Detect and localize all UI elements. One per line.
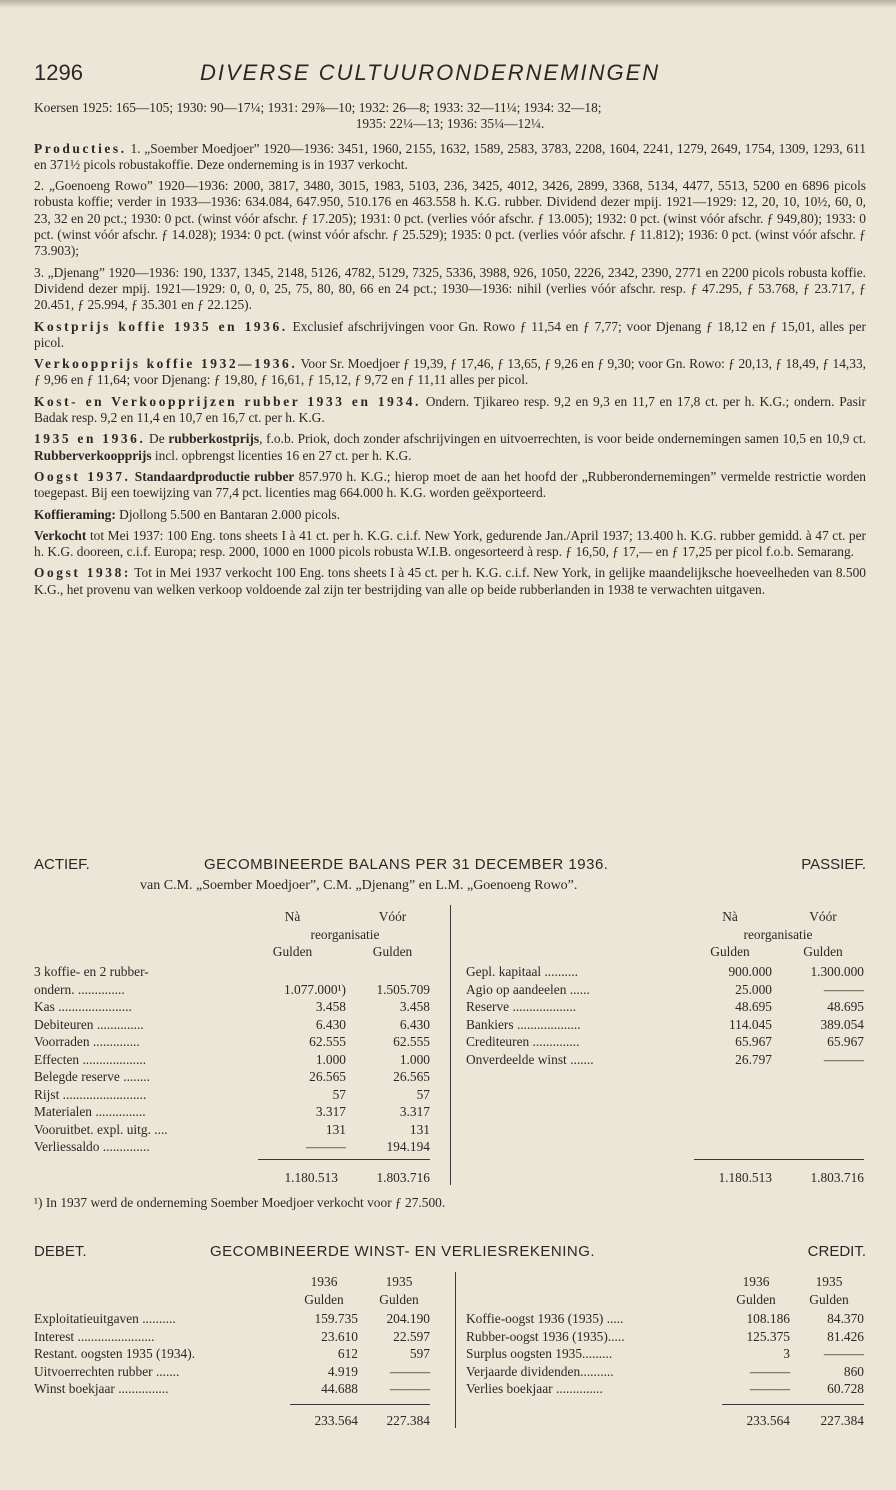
passief-value-voor: 389.054: [820, 1016, 864, 1032]
rubber-1935-text-3: incl. opbrengst licenties 16 en 27 ct. per h. K.G.: [151, 447, 412, 463]
credit-value-a: 125.375: [746, 1328, 790, 1344]
verkoopprijs-heading: Verkoopprijs koffie 1932—1936.: [34, 356, 298, 372]
passief-label: Gepl. kapitaal ..........: [466, 964, 578, 979]
debet-column-headers: [290, 1273, 440, 1308]
debet-row: [34, 1380, 434, 1398]
verkoopprijs-text: Voor Sr. Moedjoer ƒ 19,39, ƒ 17,46, ƒ 13,65, ƒ 9,26 en ƒ 9,30; voor Gn. Rowo: ƒ 20,13, ƒ 18,49, ƒ 14,33, ƒ 9,96 en ƒ 11,64; voor Djenang: ƒ 19,80, ƒ 16,61, ƒ 15,12, ƒ 9,72 en ƒ 11,11 alles per picol.: [34, 356, 866, 388]
actief-value-na: 3.458: [315, 999, 346, 1014]
debet-label: DEBET.: [34, 1243, 87, 1260]
actief-label: ACTIEF.: [34, 856, 90, 873]
debet-value-b: 597: [409, 1346, 430, 1361]
rubber-1935-heading: 1935 en 1936.: [34, 431, 146, 447]
actief-table: [34, 963, 434, 1156]
credit-row: [466, 1310, 866, 1328]
col-voor: Vóór: [809, 909, 837, 924]
credit-label: Verjaarde dividenden..........: [466, 1363, 614, 1379]
oogst-1937-heading: Oogst 1937.: [34, 468, 131, 484]
col-gulden-1936: Gulden: [304, 1291, 344, 1307]
balans-subtitle: van C.M. „Soember Moedjoer”, C.M. „Djenang” en L.M. „Goenoeng Rowo”.: [140, 878, 578, 893]
passief-row: [466, 1016, 866, 1034]
actief-value-na: 6.430: [315, 1016, 346, 1032]
debet-label: Restant. oogsten 1935 (1934).: [34, 1346, 196, 1361]
col-gulden-voor: Gulden: [803, 944, 843, 959]
oogst-1937-text: 857.970 h. K.G.; hierop moet de aan het hoofd der „Rubberondernemingen” vermelde restrictie worden toegepast. Bij een toewijzing van 77,4 pct. licenties mag 664.000 h. K.G. worden geëxporteerd.: [34, 468, 866, 501]
producties-heading: Producties.: [34, 140, 127, 156]
passief-value-voor: 65.967: [827, 1034, 864, 1049]
col-1935: 1935: [815, 1274, 843, 1289]
col-voor: Vóór: [378, 909, 407, 924]
rubberkostprijs-term: rubberkostprijs: [168, 431, 260, 447]
passief-totals: [466, 1169, 866, 1187]
koffieraming-heading: Koffieraming:: [34, 506, 116, 522]
passief-value-na: 65.967: [735, 1034, 772, 1049]
debet-label: Interest .......................: [34, 1328, 155, 1344]
actief-label: Vooruitbet. expl. uitg. ....: [34, 1121, 168, 1137]
actief-label: Rijst .........................: [34, 1086, 147, 1102]
credit-row: [466, 1345, 866, 1363]
col-na: Nà: [722, 909, 738, 924]
actief-label: Kas ......................: [34, 999, 132, 1014]
actief-row: [34, 998, 434, 1016]
credit-value-b: 81.426: [827, 1328, 864, 1344]
passief-row: [466, 1051, 866, 1069]
debet-row: [34, 1363, 434, 1381]
debet-sum-line: [290, 1404, 430, 1405]
passief-value-na: 900.000: [728, 964, 772, 979]
passief-row: [466, 963, 866, 981]
debet-row: [34, 1310, 434, 1328]
passief-label: Agio op aandeelen ......: [466, 981, 590, 997]
debet-value-a: 44.688: [321, 1381, 358, 1396]
verkocht-paragraph: [34, 528, 866, 561]
actief-row: [34, 1033, 434, 1051]
passief-column-headers: [690, 908, 866, 961]
credit-total-1936: 233.564: [746, 1413, 790, 1428]
rubber-1935-text-1: De: [145, 431, 169, 447]
credit-row: [466, 1380, 866, 1398]
passief-sum-line: [694, 1159, 864, 1160]
kostverkoop-heading: Kost- en Verkoopprijzen rubber 1933 en 1934.: [34, 393, 421, 409]
actief-row: [34, 1086, 434, 1104]
passief-label: PASSIEF.: [801, 856, 866, 873]
actief-row: [34, 1051, 434, 1069]
actief-totals: [34, 1169, 434, 1187]
credit-label: Rubber-oogst 1936 (1935).....: [466, 1328, 625, 1344]
credit-value-b: ———: [823, 1346, 864, 1361]
debet-label: Winst boekjaar ...............: [34, 1381, 169, 1396]
passief-row: [466, 1033, 866, 1051]
credit-totals: [466, 1412, 866, 1430]
actief-row: [34, 1103, 434, 1121]
kostverkoop-text: Ondern. Tjikareo resp. 9,2 en 9,3 en 11,7 en 17,8 ct. per h. K.G.; ondern. Pasir Badak resp. 9,2 en 11,4 en 10,7 en 16,7 ct. per h. K.G.: [34, 393, 866, 426]
credit-label: Koffie-oogst 1936 (1935) .....: [466, 1311, 624, 1326]
actief-label: Belegde reserve ........: [34, 1069, 151, 1084]
actief-value-voor: 62.555: [393, 1034, 430, 1049]
actief-total-voor: 1.803.716: [376, 1170, 430, 1185]
passief-value-na: 48.695: [735, 999, 772, 1014]
col-reorganisatie: reorganisatie: [310, 926, 380, 942]
kostprijs-heading: Kostprijs koffie 1935 en 1936.: [34, 318, 288, 334]
passief-value-na: 26.797: [735, 1051, 772, 1067]
oogst-1937-paragraph: [34, 469, 866, 502]
actief-label: 3 koffie- en 2 rubber-: [34, 964, 149, 979]
credit-column-headers: [722, 1273, 872, 1308]
debet-value-b: ———: [389, 1381, 430, 1396]
col-gulden-na: Gulden: [710, 944, 750, 959]
actief-label: Debiteuren ..............: [34, 1016, 144, 1032]
oogst-1938-heading: Oogst 1938:: [34, 565, 131, 581]
actief-total-na: 1.180.513: [284, 1170, 338, 1185]
credit-value-a: ———: [749, 1381, 790, 1396]
debet-value-a: 159.735: [314, 1311, 358, 1326]
rubberverkoopprijs-term: Rubberverkoopprijs: [34, 447, 152, 463]
actief-row: [34, 963, 434, 981]
col-gulden-1935: Gulden: [379, 1291, 419, 1307]
debet-value-b: 204.190: [386, 1311, 430, 1326]
debet-value-a: 4.919: [327, 1363, 358, 1379]
producties-1: [34, 141, 866, 174]
koersen-line-1: Koersen 1925: 165—105; 1930: 90—17¼; 1931: 29⅞—10; 1932: 26—8; 1933: 32—11¼; 1934: 32—18;: [34, 100, 602, 115]
actief-value-voor: 26.565: [393, 1069, 430, 1084]
passief-total-voor: 1.803.716: [810, 1170, 864, 1185]
debet-value-a: 23.610: [321, 1328, 358, 1344]
actief-column-headers: [250, 908, 440, 961]
col-na: Nà: [284, 909, 301, 924]
actief-label: Voorraden ..............: [34, 1034, 140, 1049]
actief-value-na: 62.555: [309, 1034, 346, 1049]
passief-value-voor: 1.300.000: [810, 964, 864, 979]
actief-label: ondern. ..............: [34, 981, 125, 997]
koersen-line-2: 1935: 22¼—13; 1936: 35¼—12¼.: [355, 116, 545, 132]
actief-value-voor: 1.505.709: [376, 981, 430, 997]
col-reorganisatie: reorganisatie: [743, 926, 813, 942]
actief-sum-line: [258, 1159, 430, 1160]
debet-label: Uitvoerrechten rubber .......: [34, 1363, 180, 1379]
col-gulden-na: Gulden: [272, 944, 313, 959]
passief-row: [466, 998, 866, 1016]
actief-value-na: 1.077.000¹): [283, 981, 346, 997]
actief-value-na: 3.317: [315, 1104, 346, 1119]
producties-3: 3. „Djenang” 1920—1936: 190, 1337, 1345, 2148, 5126, 4782, 5129, 7325, 5336, 3988, 926, 1050, 2226, 2342, 2390, 2771 en 2200 picols robusta koffie. Dividend dezer mpij. 1921—1929: 0, 0, 0, 25, 75, 80, 80, 66 en 24 pct.; 1930—1936: nihil (verlies vóór afschr. resp. ƒ 47.295, ƒ 53.768, ƒ 23.717, ƒ 20.451, ƒ 25.994, ƒ 35.301 en ƒ 22.125).: [34, 264, 866, 313]
rubber-1935-paragraph: [34, 431, 866, 464]
debet-total-1935: 227.384: [386, 1413, 430, 1428]
credit-label: Surplus oogsten 1935.........: [466, 1346, 613, 1361]
body-text: [34, 100, 866, 603]
balans-footnote: ¹) In 1937 werd de onderneming Soember Moedjoer verkocht voor ƒ 27.500.: [34, 1195, 446, 1210]
col-1936: 1936: [310, 1274, 338, 1289]
col-1936: 1936: [742, 1274, 770, 1289]
actief-value-na: 57: [332, 1086, 346, 1102]
credit-row: [466, 1363, 866, 1381]
actief-value-na: 26.565: [309, 1069, 346, 1084]
debet-row: [34, 1345, 434, 1363]
passief-value-na: 114.045: [728, 1016, 772, 1032]
actief-label: Materialen ...............: [34, 1104, 146, 1119]
verkoopprijs-paragraph: [34, 356, 866, 389]
actief-value-voor: 57: [416, 1086, 430, 1102]
running-title: DIVERSE CULTUURONDERNEMINGEN: [200, 60, 661, 85]
credit-row: [466, 1328, 866, 1346]
koffieraming-paragraph: [34, 507, 866, 523]
credit-label: CREDIT.: [807, 1243, 866, 1260]
kostprijs-paragraph: [34, 319, 866, 352]
kostprijs-text: Exclusief afschrijvingen voor Gn. Rowo ƒ 11,54 en ƒ 7,77; voor Djenang ƒ 18,12 en ƒ 15,01, alles per picol.: [34, 318, 866, 350]
credit-label: Verlies boekjaar ..............: [466, 1381, 603, 1396]
col-gulden-voor: Gulden: [372, 944, 413, 959]
col-1935: 1935: [385, 1274, 413, 1289]
verkocht-heading: Verkocht: [34, 527, 87, 543]
producties-1-text: 1. „Soember Moedjoer” 1920—1936: 3451, 1960, 2155, 1632, 1589, 2583, 3783, 2208, 1604, 2241, 1279, 2649, 1754, 1309, 1293, 611 en 371½ picols robustakoffie. Deze onderneming is in 1937 verkocht.: [34, 140, 866, 172]
kostverkoop-paragraph: [34, 394, 866, 427]
passief-row: [466, 981, 866, 999]
credit-sum-line: [722, 1404, 864, 1405]
debet-total-1936: 233.564: [314, 1413, 358, 1428]
actief-value-voor: 194.194: [386, 1139, 430, 1154]
oogst-1938-text: Tot in Mei 1937 verkocht 100 Eng. tons sheets I à 45 ct. per h. K.G. c.i.f. New York, in gelijke maandelijksche hoeveelheden van 8.500 K.G., het provenu van welken verkoop voldoende zal zijn ter bestrijding van alle op beide rubberlanden in 1938 te verwachten uitgaven.: [34, 565, 866, 597]
actief-row: [34, 981, 434, 999]
actief-value-na: 131: [325, 1121, 346, 1137]
passief-label: Bankiers ...................: [466, 1016, 581, 1032]
credit-value-b: 860: [843, 1363, 864, 1379]
passief-value-voor: 48.695: [827, 999, 864, 1014]
actief-value-voor: 3.458: [399, 999, 430, 1014]
debet-row: [34, 1328, 434, 1346]
passief-label: Onverdeelde winst .......: [466, 1051, 594, 1067]
passief-total-na: 1.180.513: [718, 1170, 772, 1185]
debet-value-b: ———: [389, 1363, 430, 1379]
actief-row: [34, 1138, 434, 1156]
page-header: [34, 60, 864, 90]
debet-table: [34, 1310, 434, 1398]
wv-divider: [455, 1272, 456, 1428]
koffieraming-text: Djollong 5.500 en Bantaran 2.000 picols.: [115, 506, 341, 522]
credit-value-b: 84.370: [827, 1311, 864, 1326]
debet-totals: [34, 1412, 434, 1430]
actief-row: [34, 1121, 434, 1139]
actief-value-na: ———: [305, 1139, 346, 1154]
verkocht-text: tot Mei 1937: 100 Eng. tons sheets I à 41 ct. per h. K.G. c.i.f. New York, gedurende Jan./April 1937; 13.400 h. K.G. rubber gemidd. à 47 ct. per h. K.G. dooreen, c.i.f. Europa; resp. 2000, 1000 en 1000 picols robusta W.I.B. ongesorteerd à resp. ƒ 16,50, ƒ 17,— en ƒ 17,25 per picol f.o.b. Semarang.: [34, 527, 866, 560]
passief-value-voor: ———: [823, 981, 864, 997]
debet-value-a: 612: [337, 1346, 358, 1361]
actief-value-voor: 3.317: [399, 1104, 430, 1119]
credit-value-a: 108.186: [746, 1311, 790, 1326]
passief-label: Reserve ...................: [466, 999, 577, 1014]
actief-value-voor: 131: [409, 1121, 430, 1137]
passief-label: Crediteuren ..............: [466, 1034, 580, 1049]
standaardproductie-term: Standaardproductie rubber: [130, 468, 295, 484]
credit-table: [466, 1310, 866, 1398]
wv-title: GECOMBINEERDE WINST- EN VERLIESREKENING.: [210, 1243, 596, 1260]
col-gulden-1935: Gulden: [809, 1291, 849, 1307]
credit-value-a: 3: [783, 1346, 790, 1361]
credit-value-a: ———: [749, 1363, 790, 1379]
credit-value-b: 60.728: [827, 1381, 864, 1396]
rubber-1935-text-2: , f.o.b. Priok, doch zonder afschrijvingen en uitvoerrechten, is voor beide ondernemingen samen 10,5 en 10,9 ct.: [259, 431, 866, 447]
actief-value-na: 1.000: [315, 1051, 346, 1067]
producties-2: 2. „Goenoeng Rowo” 1920—1936: 2000, 3817, 3480, 3015, 1983, 5103, 236, 3425, 4012, 3426, 2899, 3368, 5134, 4477, 5513, 5200 en 6896 picols robusta koffie; verder in 1933—1936: 634.084, 647.950, 510.176 en 463.558 h. K.G. rubber. Dividend dezer mpij. 1921—1929: 12, 20, 10, 10½, 60, 0, 23, 32 en 20 pct.; 1930: 0 pct. (winst vóór afschr. ƒ 17.205); 1931: 0 pct. (verlies vóór afschr. ƒ 13.005); 1932: 0 pct. (winst vóór afschr. ƒ 949,80); 1933: 0 pct. (winst vóór afschr. ƒ 14.028); 1934: 0 pct. (winst vóór afschr. ƒ 25.529); 1935: 0 pct. (verlies vóór afschr. ƒ 11.812); 1936: 0 pct. (winst vóór afschr. ƒ 73.903);: [34, 178, 866, 259]
credit-total-1935: 227.384: [820, 1413, 864, 1428]
passief-value-voor: ———: [823, 1051, 864, 1067]
passief-table: [466, 963, 866, 1068]
page-number: 1296: [34, 60, 83, 85]
oogst-1938-paragraph: [34, 565, 866, 598]
actief-value-voor: 1.000: [399, 1051, 430, 1067]
debet-label: Exploitatieuitgaven ..........: [34, 1311, 176, 1326]
actief-value-voor: 6.430: [399, 1016, 430, 1032]
col-gulden-1936: Gulden: [736, 1291, 776, 1307]
actief-row: [34, 1016, 434, 1034]
actief-label: Verliessaldo ..............: [34, 1139, 150, 1154]
actief-row: [34, 1068, 434, 1086]
actief-label: Effecten ...................: [34, 1051, 147, 1067]
passief-value-na: 25.000: [735, 981, 772, 997]
balans-title: GECOMBINEERDE BALANS PER 31 DECEMBER 1936.: [204, 856, 609, 873]
balans-divider: [450, 905, 451, 1185]
debet-value-b: 22.597: [393, 1328, 430, 1344]
scan-edge: [0, 0, 896, 8]
